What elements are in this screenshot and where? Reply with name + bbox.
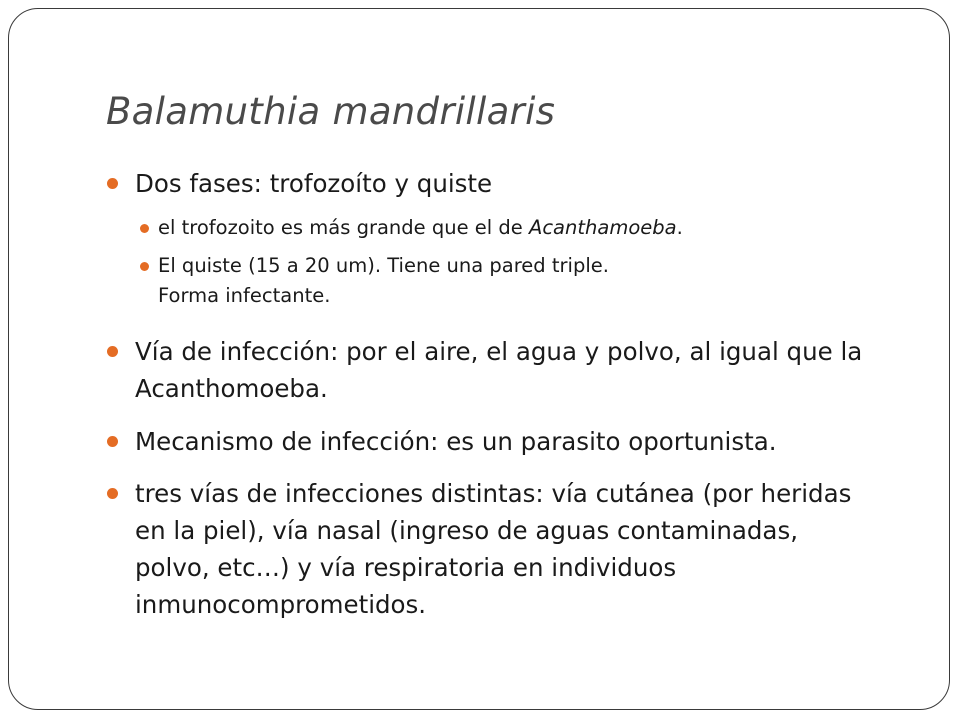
bullet-dot-icon <box>107 178 118 189</box>
bullet-text: Vía de infección: por el aire, el agua y polvo, al igual que la Acanthomoeba. <box>135 337 863 403</box>
bullet-dot-icon <box>107 346 118 357</box>
bullet-text: Dos fases: trofozoíto y quiste <box>135 169 493 198</box>
bullet-dot-icon <box>107 488 118 499</box>
bullet-item-phases <box>106 165 866 202</box>
bullet-text-emphasis: Acanthamoeba <box>529 216 677 239</box>
bullet-dot-icon <box>140 224 149 233</box>
bullet-text-line: Forma infectante. <box>158 284 331 307</box>
slide-content <box>106 165 866 623</box>
bullet-text: el trofozoito es más grande que el de <box>158 216 529 239</box>
sub-bullet-item-cyst <box>140 251 866 311</box>
bullet-item-infection-route <box>106 333 866 407</box>
bullet-item-infection-paths <box>106 475 866 623</box>
bullet-text: tres vías de infecciones distintas: vía cutánea (por heridas en la piel), vía nasal (ingreso de aguas contaminadas, polvo, etc…) y vía respiratoria en individuos inmunocomprometidos. <box>135 479 852 619</box>
bullet-dot-icon <box>140 262 149 271</box>
slide-title: Balamuthia mandrillaris <box>106 90 556 133</box>
bullet-text-line: El quiste (15 a 20 um). Tiene una pared triple. <box>158 254 609 277</box>
bullet-dot-icon <box>107 436 118 447</box>
bullet-text: . <box>676 216 683 239</box>
bullet-text: Mecanismo de infección: es un parasito oportunista. <box>135 427 777 456</box>
sub-bullet-item-trophozoite <box>140 213 866 243</box>
bullet-item-mechanism <box>106 423 866 460</box>
